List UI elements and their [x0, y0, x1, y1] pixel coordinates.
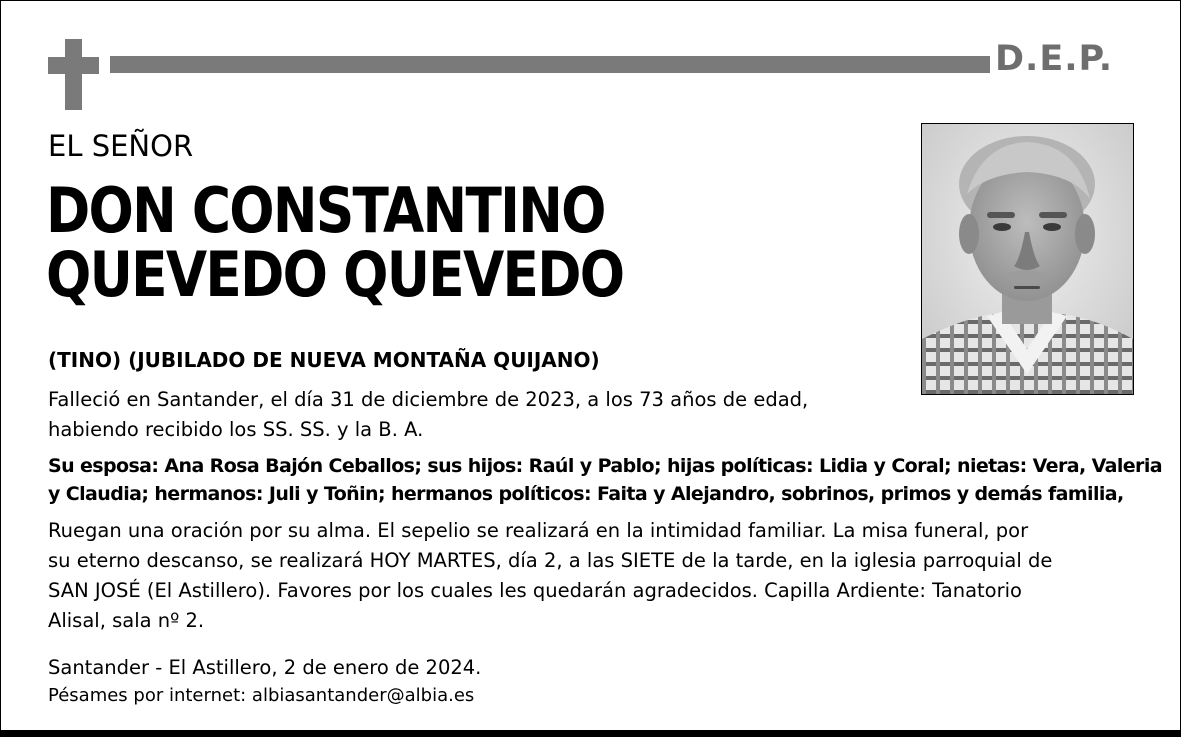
service-details-line4: Alisal, sala nº 2.: [48, 609, 205, 632]
death-notice-line1: Falleció en Santander, el día 31 de diciembre de 2023, a los 73 años de edad,: [48, 388, 809, 411]
deceased-name-line2: QUEVEDO QUEVEDO: [46, 238, 624, 311]
service-details-line2: su eterno descanso, se realizará HOY MARTES, día 2, a las SIETE de la tarde, en la iglesia parroquial de: [48, 549, 1053, 572]
death-notice-line2: habiendo recibido los SS. SS. y la B. A.: [48, 418, 424, 441]
family-list: [48, 452, 1162, 508]
dep-label: D.E.P.: [995, 39, 1114, 79]
service-details-line1: Ruegan una oración por su alma. El sepelio se realizará en la intimidad familiar. La misa funeral, por: [48, 519, 1029, 542]
portrait-photo: [921, 123, 1134, 395]
family-list-line2: y Claudia; hermanos: Juli y Toñin; hermanos políticos: Faita y Alejandro, sobrinos, primos y demás familia,: [48, 483, 1124, 505]
bottom-border: [1, 730, 1180, 736]
condolences-contact: Pésames por internet: albiasantander@albia.es: [48, 685, 475, 706]
header-rule: [110, 56, 990, 73]
deceased-alias: (TINO) (JUBILADO DE NUEVA MONTAÑA QUIJANO): [48, 348, 600, 372]
portrait-image: [922, 124, 1133, 394]
cross-icon: [65, 39, 82, 110]
deceased-name: [46, 174, 624, 311]
death-notice: [48, 385, 808, 445]
service-details-line3: SAN JOSÉ (El Astillero). Favores por los cuales les quedarán agradecidos. Capilla Ardiente: Tanatorio: [48, 579, 1022, 602]
family-list-line1: Su esposa: Ana Rosa Bajón Ceballos; sus hijos: Raúl y Pablo; hijas políticas: Lidia y Coral; nietas: Vera, Valeria: [48, 455, 1162, 477]
cross-icon-bar: [48, 57, 99, 74]
service-details: [48, 516, 1052, 636]
dateline: Santander - El Astillero, 2 de enero de 2024.: [48, 656, 482, 679]
salutation: EL SEÑOR: [48, 129, 194, 163]
deceased-name-line1: DON CONSTANTINO: [46, 174, 605, 247]
